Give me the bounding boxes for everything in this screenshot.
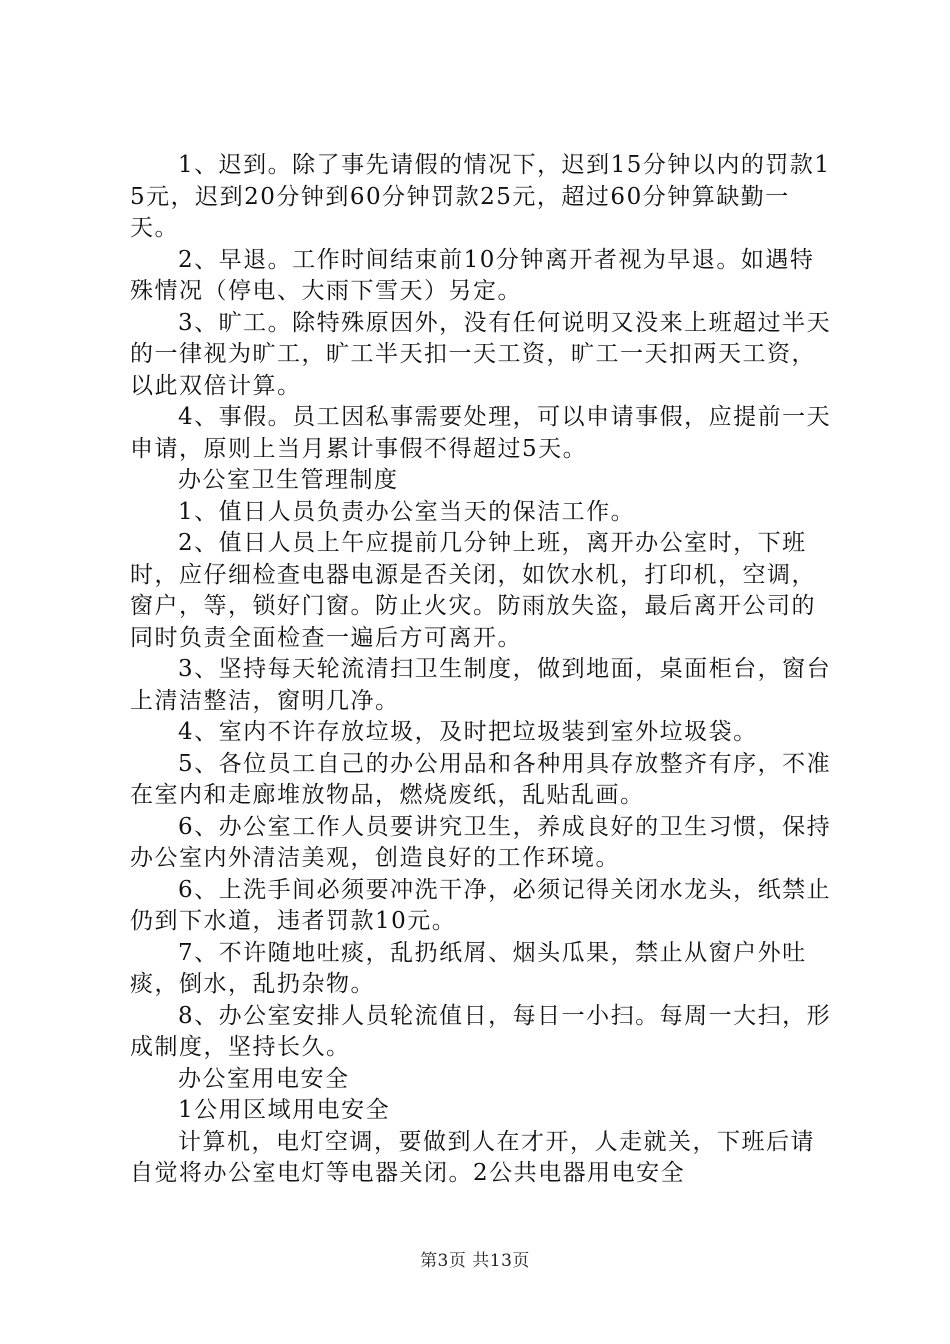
paragraph-early-leave: 2、早退。工作时间结束前10分钟离开者视为早退。如遇特殊情况（停电、大雨下雪天）另定。: [130, 246, 815, 304]
paragraph-hygiene-6a: 6、办公室工作人员要讲究卫生，养成良好的卫生习惯，保持办公室内外清洁美观，创造良好的工作环境。: [130, 813, 832, 871]
subheading-public-area: 1公用区域用电安全: [178, 1097, 391, 1123]
paragraph-late-arrival: 1、迟到。除了事先请假的情况下，迟到15分钟以内的罚款15元，迟到20分钟到60分钟罚款25元，超过60分钟算缺勤一天。: [130, 152, 831, 241]
paragraph-hygiene-5: 5、各位员工自己的办公用品和各种用具存放整齐有序，不准在室内和走廊堆放物品，燃烧废纸，乱贴乱画。: [130, 750, 832, 808]
paragraph-public-area: 计算机，电灯空调，要做到人在才开，人走就关，下班后请自觉将办公室电灯等电器关闭。2公共电器用电安全: [130, 1128, 815, 1186]
paragraph-hygiene-8: 8、办公室安排人员轮流值日，每日一小扫。每周一大扫，形成制度，坚持长久。: [130, 1002, 832, 1060]
paragraph-hygiene-2: 2、值日人员上午应提前几分钟上班，离开办公室时，下班时，应仔细检查电器电源是否关闭，如饮水机，打印机，空调，窗户，等，锁好门窗。防止火灾。防雨放失盗，最后离开公司的同时负责全面检查一遍后方可离开。: [130, 530, 816, 651]
section-heading-hygiene: 办公室卫生管理制度: [178, 467, 399, 493]
paragraph-absenteeism: 3、旷工。除特殊原因外，没有任何说明又没来上班超过半天的一律视为旷工，旷工半天扣一天工资，旷工一天扣两天工资，以此双倍计算。: [130, 309, 832, 399]
paragraph-personal-leave: 4、事假。员工因私事需要处理，可以申请事假，应提前一天申请，原则上当月累计事假不得超过5天。: [130, 404, 832, 462]
paragraph-hygiene-1: 1、值日人员负责办公室当天的保洁工作。: [178, 498, 636, 525]
page-number-footer: 第3页 共13页: [420, 1251, 530, 1271]
paragraph-hygiene-7: 7、不许随地吐痰，乱扔纸屑、烟头瓜果，禁止从窗户外吐痰，倒水，乱扔杂物。: [130, 939, 807, 997]
paragraph-hygiene-4: 4、室内不许存放垃圾，及时把垃圾装到室外垃圾袋。: [178, 719, 758, 745]
paragraph-hygiene-6b: 6、上洗手间必须要冲洗干净，必须记得关闭水龙头，纸禁止仍到下水道，违者罚款10元。: [130, 876, 832, 934]
document-body: [130, 150, 835, 1190]
section-heading-electrical-safety: 办公室用电安全: [178, 1065, 350, 1092]
paragraph-hygiene-3: 3、坚持每天轮流清扫卫生制度，做到地面，桌面柜台，窗台上清洁整洁，窗明几净。: [130, 656, 832, 714]
